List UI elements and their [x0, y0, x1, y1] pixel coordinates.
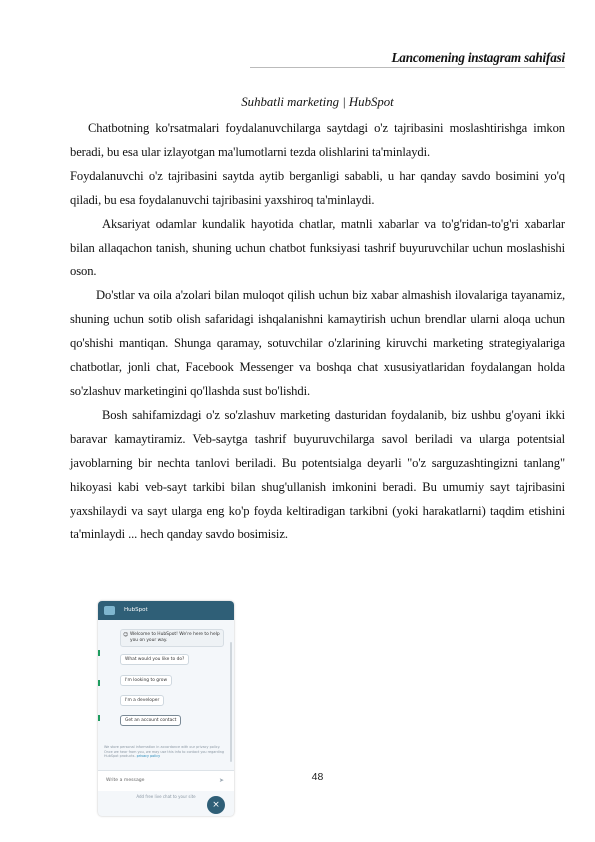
status-marker: [98, 650, 100, 656]
paragraph-1: Chatbotning ko'rsatmalari foydalanuvchilarga saytdagi o'z tajribasini moslashtirishga imkon beradi, bu esa ular izlayotgan ma'lumotlarni tezda olishlarini ta'minlaydi.: [70, 121, 565, 159]
chat-option-2[interactable]: I'm looking to grow: [120, 675, 172, 686]
bot-message: ☺ Welcome to HubSpot! We're here to help you on your way.: [120, 629, 224, 647]
privacy-link[interactable]: privacy policy: [136, 754, 161, 759]
privacy-notice: We store personal information in accordance with our privacy policy. Once we hear from you, we may use this info to contact you regarding HubSpot products. privacy policy: [104, 745, 225, 759]
section-title: Suhbatli marketing | HubSpot: [241, 95, 394, 109]
status-marker: [98, 680, 100, 686]
chat-header: [98, 601, 234, 620]
bot-avatar-icon: ☺: [123, 632, 129, 638]
paragraph-2: Foydalanuvchi o'z tajribasini saytda aytib berganligi sababli, u har qanday savdo bosimini yo'q qiladi, bu esa foydalanuvchi tajribasini yaxshiroq ta'minlaydi.: [70, 168, 565, 207]
chat-option-3[interactable]: I'm a developer: [120, 695, 164, 706]
paragraph-5: Bosh sahifamizdagi o'z so'zlashuv marketing dasturidan foydalanib, biz ushbu g'oyani ikki baravar kamaytiramiz. Veb-saytga tashrif buyuruvchilarga savol beriladi va ularga potentsial javoblarning bir nechta tanlovi beriladi. Bu potentsialga deyarli "o'z sarguzashtingizni tanlang" hikoyasi kabi veb-sayt tarkibi bilan shug'ullanish imkonini beradi. Bu umumiy sayt tajribasini yaxshilaydi va sayt ularga eng ko'p foyda keltiradigan tarkibni (yoki harakatlarni) taqdim etishini ta'minlaydi ... hech qanday savdo bosimisiz.: [70, 407, 565, 542]
send-icon[interactable]: ➤: [218, 777, 224, 784]
chat-scrollbar[interactable]: [230, 642, 232, 762]
paragraph-3: Aksariyat odamlar kundalik hayotida chatlar, matnli xabarlar va to'g'ridan-to'g'ri xabarlar bilan allaqachon tanish, shuning uchun chatbot funksiyasi tashrif buyuruvchilar uchun moslashishi oson.: [70, 216, 565, 279]
hubspot-chat-widget-image: [98, 601, 234, 816]
chat-option-4[interactable]: Get an account contact: [120, 715, 181, 726]
running-header: Lancomening instagram sahifasi: [391, 50, 565, 65]
body-text: [70, 117, 565, 547]
hubspot-logo-icon: [104, 606, 115, 615]
message-input[interactable]: Write a message ➤: [98, 770, 234, 791]
page-number: 48: [311, 771, 324, 783]
header-rule: [250, 67, 565, 68]
chat-brand: HubSpot: [124, 607, 148, 613]
powered-by[interactable]: Add free live chat to your site: [136, 794, 196, 799]
status-marker: [98, 715, 100, 721]
chat-body: [98, 620, 234, 799]
paragraph-4: Do'stlar va oila a'zolari bilan muloqot qilish uchun biz xabar almashish ilovalariga tayanamiz, shuning uchun sotib olish safaridagi ishqalanishni kamaytirish uchun brendlar ularni aloqa uchun qo'shishi mantiqan. Shunga qaramay, sotuvchilar o'zlarining kiruvchi marketing strategiyalariga chatbotlar, jonli chat, Facebook Messenger va boshqa chat xususiyatlaridan foydalangan holda so'zlashuv marketingini qo'llashda sust bo'lishdi.: [70, 288, 565, 398]
close-chat-button[interactable]: ×: [207, 796, 225, 814]
chat-option-1[interactable]: What would you like to do?: [120, 654, 189, 665]
